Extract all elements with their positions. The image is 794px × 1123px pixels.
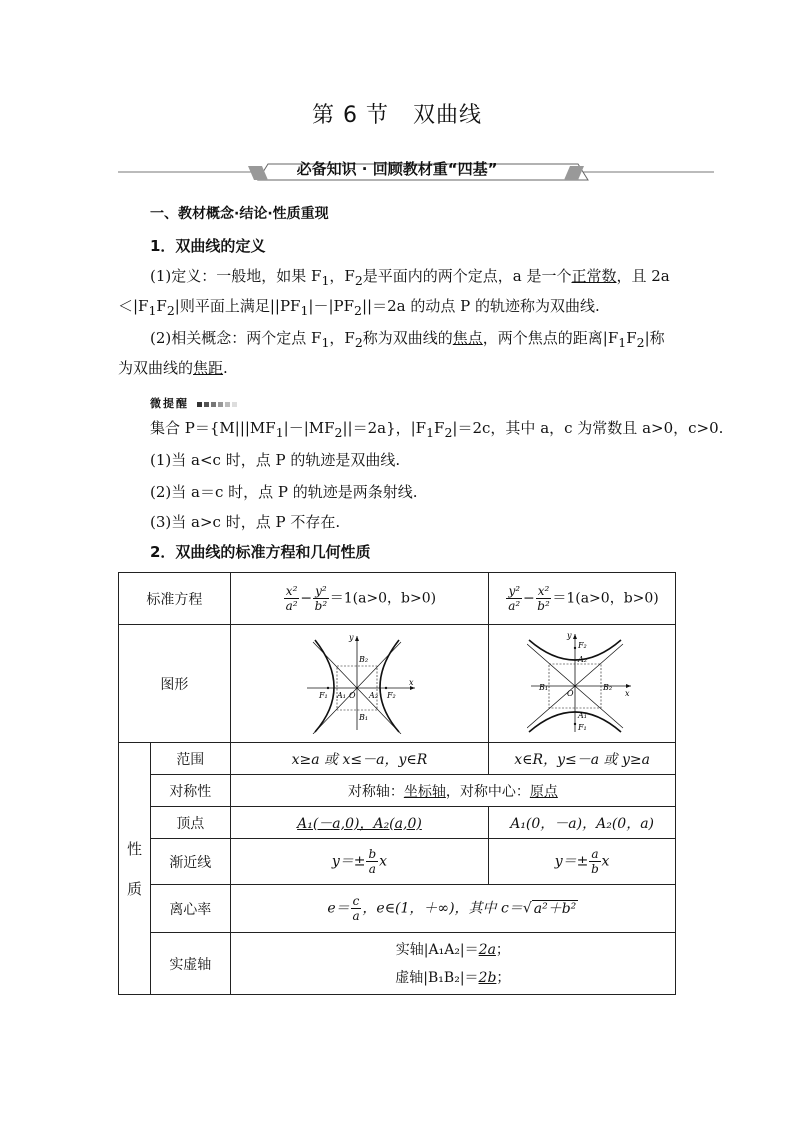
row-label: 范围: [150, 743, 230, 775]
range-horizontal: x≥a 或 x≤－a，y∈R: [230, 743, 489, 775]
banner-text: 必备知识 · 回顾教材重“四基”: [296, 160, 498, 178]
fig1-label-B2: B₂: [359, 654, 369, 664]
table-row: [119, 625, 676, 743]
asymptote-horizontal: y＝± $\frac{b}{a}$ x: [230, 839, 489, 885]
table-row: [119, 933, 676, 995]
answer-axes: 坐标轴: [403, 783, 446, 800]
hyperbola-horizontal-figure: [299, 630, 419, 734]
sqrt-sign: √: [522, 900, 532, 917]
row-label: 顶点: [150, 807, 230, 839]
table-row: [119, 885, 676, 933]
fig1-label-O: O: [349, 690, 357, 700]
row-label: 标准方程: [119, 573, 231, 625]
title-topic: 双曲线: [412, 103, 482, 128]
answer-real-axis: 2a: [478, 941, 496, 958]
row-label: 实虚轴: [150, 933, 230, 995]
table-row: [119, 573, 676, 625]
tip-case-2: (2)当 a＝c 时，点 P 的轨迹是两条射线.: [150, 483, 418, 501]
related-concepts-line-1: (2)相关概念：两个定点 $F_1$，$F_2$称为双曲线的焦点，两个焦点的距离$|F_1F_2|$称: [150, 329, 665, 350]
tip-case-1: (1)当 a<c 时，点 P 的轨迹是双曲线.: [150, 451, 401, 469]
fig2-label-A2: A₂: [578, 654, 588, 664]
table-row: [119, 775, 676, 807]
definition-line-2: $<|F_1F_2|$则平面上满足$||PF_1|-|PF_2||=2a$ 的动点 P 的轨迹称为双曲线.: [118, 297, 600, 318]
table-row: [119, 839, 676, 885]
figure-vertical-cell: [489, 625, 676, 743]
row-label: 离心率: [150, 885, 230, 933]
section-heading: 一、教材概念·结论·性质重现: [150, 206, 329, 222]
answer-focus: 焦点: [452, 329, 483, 347]
fig2-label-y: y: [567, 630, 572, 640]
table-row: [119, 743, 676, 775]
answer-positive-constant: 正常数: [571, 267, 617, 285]
fig1-label-A2: A₂: [369, 690, 379, 700]
related-concepts-line-2: 为双曲线的焦距.: [118, 359, 228, 377]
symmetry-value: 对称轴：坐标轴，对称中心：原点: [230, 775, 675, 807]
fig1-label-x: x: [409, 677, 414, 687]
axes-value: 实轴|A₁A₂|＝2a； 虚轴|B₁B₂|＝2b；: [230, 933, 675, 995]
fig1-label-y: y: [349, 632, 354, 642]
range-vertical: x∈R，y≤－a 或 y≥a: [489, 743, 676, 775]
fig2-label-A1: A₁: [578, 710, 588, 720]
fig2-label-B2: B₂: [603, 682, 613, 692]
tip-label: 微提醒: [150, 394, 237, 414]
row-label: 图形: [119, 625, 231, 743]
tip-set-definition: 集合 $P=\{M|||MF_1|-|MF_2||=2a\}$，$|F_1F_2|=2c$，其中 a，c 为常数且 a>0，c>0.: [150, 419, 724, 440]
hyperbola-vertical-figure: [527, 630, 637, 734]
section-2-heading: 2．双曲线的标准方程和几何性质: [150, 543, 371, 561]
fig1-label-B1: B₁: [359, 712, 369, 722]
tip-case-3: (3)当 a>c 时，点 P 不存在.: [150, 513, 341, 531]
definition-line-1: (1)定义：一般地，如果 $F_1$，$F_2$是平面内的两个定点，a 是一个正常数，且 2a: [150, 267, 670, 288]
fig1-label-F2: F₂: [387, 690, 397, 700]
fig2-label-x: x: [625, 688, 630, 698]
vertex-horizontal: A₁(－a,0)，A₂(a,0): [230, 807, 489, 839]
row-label: 渐近线: [150, 839, 230, 885]
fig2-label-F1: F₁: [578, 722, 587, 732]
fig2-label-B1: B₁: [539, 682, 549, 692]
definition-heading: 1．双曲线的定义: [150, 237, 266, 255]
row-label: 对称性: [150, 775, 230, 807]
fig1-label-F1: F₁: [319, 690, 329, 700]
property-group-label: 性 质: [119, 743, 151, 995]
answer-focal-distance: 焦距: [193, 359, 224, 377]
properties-table: [118, 572, 676, 995]
page-title: [0, 98, 794, 129]
fig2-label-F2: F₂: [578, 640, 587, 650]
eccentricity-value: e＝ $\frac{c}{a}$ ，e∈(1，＋∞)，其中 c＝√ a²＋b²: [230, 885, 675, 933]
equation-horizontal: $\frac{\text{x²}}{\text{a²}}$ − $\frac{\text{y²}}{\text{b²}}$ ＝1(a>0，b>0): [230, 573, 489, 625]
vertex-vertical: A₁(0，－a)，A₂(0，a): [489, 807, 676, 839]
asymptote-vertical: y＝± $\frac{a}{b}$ x: [489, 839, 676, 885]
answer-origin: 原点: [529, 783, 558, 800]
title-chapter: 第 6 节: [312, 103, 389, 128]
fig2-label-O: O: [567, 688, 574, 698]
table-row: [119, 807, 676, 839]
fig1-label-A1: A₁: [337, 690, 347, 700]
answer-imag-axis: 2b: [478, 969, 497, 986]
equation-vertical: $\frac{\text{y²}}{\text{a²}}$ − $\frac{\text{x²}}{\text{b²}}$ ＝1(a>0，b>0): [489, 573, 676, 625]
figure-horizontal-cell: [230, 625, 489, 743]
tip-dots-decoration: [195, 394, 237, 414]
